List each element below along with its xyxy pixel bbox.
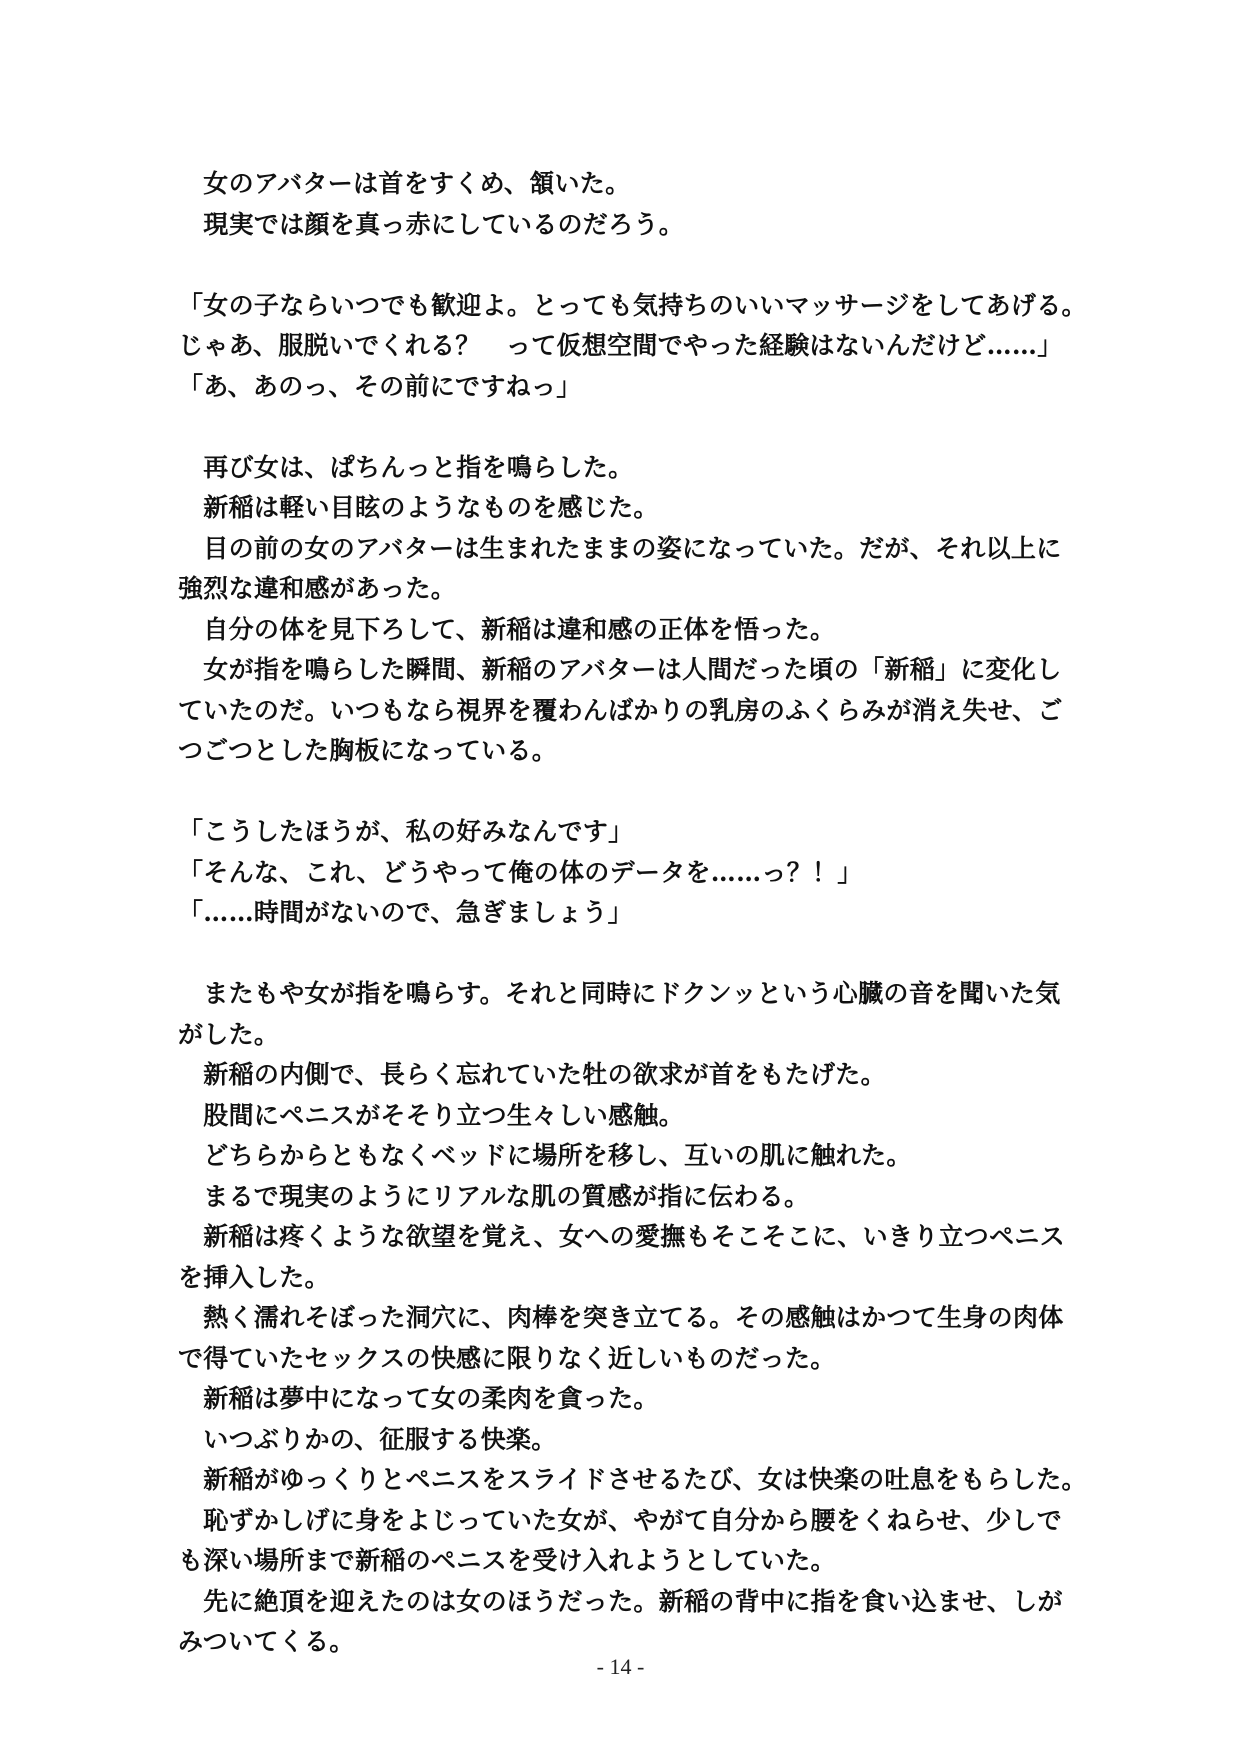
text-line: で得ていたセックスの快感に限りなく近しいものだった。: [178, 1343, 836, 1373]
text-line: 新稲は軽い目眩のようなものを感じた。: [178, 493, 659, 522]
text-line: 新稲は夢中になって女の柔肉を貪った。: [178, 1384, 659, 1413]
text-line: 自分の体を見下ろして、新稲は違和感の正体を悟った。: [178, 614, 836, 644]
text-line: つごつとした胸板になっている。: [178, 736, 558, 765]
text-line: 「あ、あのっ、その前にですねっ」: [178, 371, 582, 401]
text-line: 恥ずかしげに身をよじっていた女が、やがて自分から腰をくねらせ、少しで: [178, 1505, 1063, 1535]
text-line: ていたのだ。いつもなら視界を覆わんばかりの乳房のふくらみが消え失せ、ご: [178, 695, 1063, 725]
text-line: いつぶりかの、征服する快楽。: [178, 1424, 557, 1454]
text-line: 先に絶頂を迎えたのは女のほうだった。新稲の背中に指を食い込ませ、しが: [178, 1586, 1063, 1616]
text-line: 強烈な違和感があった。: [178, 574, 457, 603]
text-line: じゃあ、服脱いでくれる？ って仮想空間でやった経験はないんだけど……」: [178, 331, 1063, 360]
text-line: どちらからともなくベッドに場所を移し、互いの肌に触れた。: [178, 1141, 912, 1170]
text-line: 熱く濡れそぼった洞穴に、肉棒を突き立てる。その感触はかつて生身の肉体: [178, 1303, 1064, 1332]
text-line: 「女の子ならいつでも歓迎よ。とっても気持ちのいいマッサージをしてあげる。: [178, 290, 1087, 320]
text-line: がした。: [178, 1019, 280, 1049]
blank-line: [178, 245, 1078, 286]
blank-line: [178, 772, 1078, 813]
text-line: まるで現実のようにリアルな肌の質感が指に伝わる。: [178, 1181, 810, 1211]
text-line: 新稲の内側で、長らく忘れていた牡の欲求が首をもたげた。: [178, 1060, 886, 1089]
page-number: - 14 -: [596, 1654, 645, 1679]
text-line: 目の前の女のアバターは生まれたままの姿になっていた。だが、それ以上に: [178, 533, 1062, 563]
text-line: 股間にペニスがそそり立つ生々しい感触。: [178, 1100, 685, 1130]
text-line: 新稲は疼くような欲望を覚え、女への愛撫もそこそこに、いきり立つペニス: [178, 1222, 1066, 1251]
text-line: を挿入した。: [178, 1262, 330, 1292]
text-line: 新稲がゆっくりとペニスをスライドさせるたび、女は快楽の吐息をもらした。: [178, 1465, 1087, 1494]
text-line: 現実では顔を真っ赤にしているのだろう。: [178, 209, 685, 239]
text-line: 「こうしたほうが、私の好みなんです」: [178, 817, 634, 846]
text-line: 女が指を鳴らした瞬間、新稲のアバターは人間だった頃の「新稲」に変化し: [178, 655, 1062, 684]
text-line: 女のアバターは首をすくめ、頷いた。: [178, 169, 631, 198]
text-line: みついてくる。: [178, 1627, 355, 1656]
text-line: も深い場所まで新稲のペニスを受け入れようとしていた。: [178, 1546, 836, 1575]
text-line: またもや女が指を鳴らす。それと同時にドクンッという心臓の音を聞いた気: [178, 979, 1061, 1008]
blank-line: [178, 407, 1078, 448]
text-line: 再び女は、ぱちんっと指を鳴らした。: [178, 452, 634, 482]
blank-line: [178, 934, 1078, 975]
body-text: [178, 164, 1087, 1663]
text-line: 「そんな、これ、どうやって俺の体のデータを……っ？！」: [178, 857, 863, 887]
text-line: 「……時間がないので、急ぎましょう」: [178, 898, 633, 927]
